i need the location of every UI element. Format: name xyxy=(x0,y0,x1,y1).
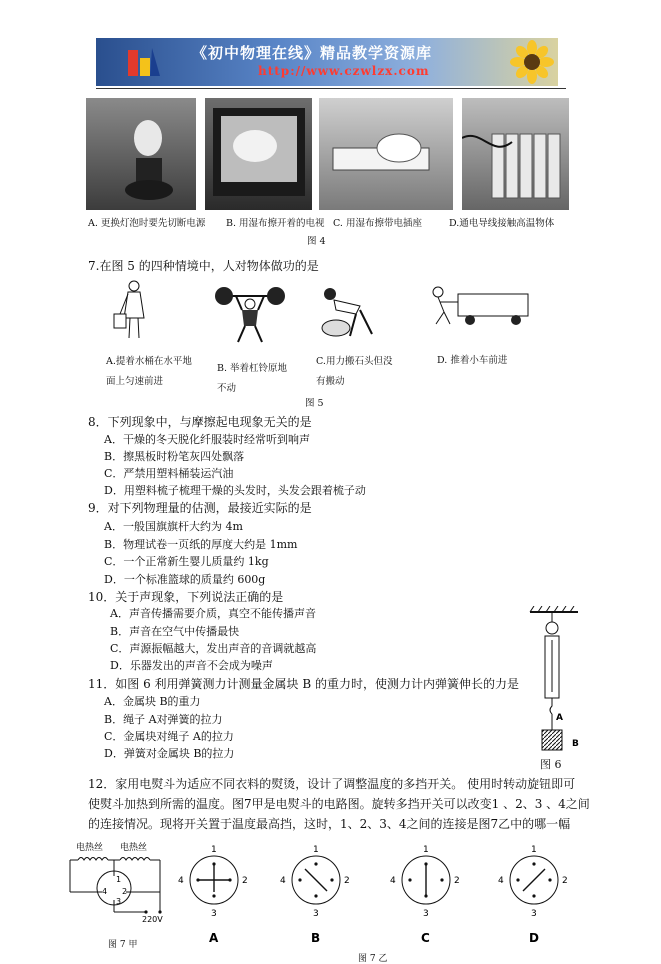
photo-wire-heater xyxy=(462,98,569,210)
dial-terminal xyxy=(532,894,535,897)
dial-number: 2 xyxy=(562,876,568,886)
q7-option-b xyxy=(217,359,287,399)
dial-number: 4 xyxy=(178,876,184,886)
circuit-terminal-1: 1 xyxy=(116,875,122,884)
q11-option-a: A．金属块 B的重力 xyxy=(104,695,201,708)
dial-number: 1 xyxy=(211,845,217,855)
q7-option-d: D. 推着小车前进 xyxy=(437,355,508,366)
heater1-label: 电热丝 xyxy=(76,843,104,853)
dial-number: 4 xyxy=(498,876,504,886)
fig5-push-stone xyxy=(316,284,386,340)
q7-stem: 7.在图 5 的四种情境中，人对物体做功的是 xyxy=(88,259,319,273)
dial-terminal xyxy=(532,862,535,865)
q7-option-a xyxy=(106,352,192,392)
dial-number: 4 xyxy=(390,876,396,886)
dial-terminal xyxy=(548,878,551,881)
q7-option-b-line2: 不动 xyxy=(217,383,237,394)
dial-connection xyxy=(523,869,545,891)
circuit-terminal-3: 3 xyxy=(116,897,122,906)
dial-number: 1 xyxy=(423,845,429,855)
q11-option-c: C．金属块对绳子 A的拉力 xyxy=(104,730,234,743)
q12-line-3: 的连接情况。现将开关置于温度最高挡，这时，1、2、3、4之间的连接是图7乙中的哪一幅 xyxy=(88,817,571,831)
q8-option-c: C．严禁用塑料桶装运汽油 xyxy=(104,467,234,480)
q10-stem: 10．关于声现象，下列说法正确的是 xyxy=(88,590,284,604)
dial-terminal xyxy=(440,878,443,881)
site-logo-icon xyxy=(126,44,162,80)
dial-terminal xyxy=(516,878,519,881)
q8-stem: 8．下列现象中，与摩擦起电现象无关的是 xyxy=(88,415,312,429)
q11-option-b: B．绳子 A对弹簧的拉力 xyxy=(104,713,223,726)
dial-terminal xyxy=(408,878,411,881)
q8-option-a: A．干燥的冬天脱化纤服装时经常听到响声 xyxy=(104,433,310,446)
q8-option-b: B．擦黑板时粉笔灰四处飘落 xyxy=(104,450,245,463)
dial-number: 3 xyxy=(211,909,217,919)
dial-number: 2 xyxy=(344,876,350,886)
q7-option-a-line1: A.提着水桶在水平地 xyxy=(106,356,192,367)
q12-line-2: 使熨斗加热到所需的温度。图7甲是电熨斗的电路图。旋转多挡开关可以改变1 、2、3 、4之间 xyxy=(88,797,590,811)
dial-letter: C xyxy=(421,931,430,945)
q12-line-1: 12．家用电熨斗为适应不同衣料的熨烫，设计了调整温度的多挡开关。 使用时转动旋钮即可 xyxy=(88,777,576,791)
q9-option-d: D．一个标准篮球的质量约 600g xyxy=(104,573,266,586)
dial-number: 3 xyxy=(531,909,537,919)
fig5-weightlifter xyxy=(214,282,286,344)
dial-terminal xyxy=(314,862,317,865)
fig6-label: 图 6 xyxy=(540,758,562,771)
q10-option-d: D．乐器发出的声音不会成为噪声 xyxy=(110,659,273,672)
fig6-label-a: A xyxy=(556,713,563,723)
dial-terminal xyxy=(330,878,333,881)
q9-option-b: B．物理试卷一页纸的厚度大约是 1mm xyxy=(104,538,298,551)
circuit-voltage: 220V xyxy=(142,915,163,924)
heater2-label: 电热丝 xyxy=(120,843,148,853)
dial-number: 1 xyxy=(313,845,319,855)
dial-letter: B xyxy=(311,931,321,945)
fig5-label: 图 5 xyxy=(305,398,324,409)
q7-option-c xyxy=(316,352,392,392)
dial-terminal xyxy=(212,894,215,897)
q7-option-b-line1: B. 举着杠铃原地 xyxy=(217,363,288,374)
photo-change-bulb xyxy=(86,98,196,210)
fig5-push-cart xyxy=(428,284,532,326)
circuit-terminal-4: 4 xyxy=(102,887,108,896)
fig7-circuit xyxy=(68,838,178,924)
fig6-label-b: B xyxy=(572,739,579,749)
dial-letter: A xyxy=(209,931,219,945)
dial-letter: D xyxy=(529,931,539,945)
circuit-terminal-2: 2 xyxy=(122,887,128,896)
q7-option-c-line1: C.用力搬石头但没 xyxy=(316,356,393,367)
fig6-spring-scale xyxy=(528,606,588,762)
fig7-dials xyxy=(168,838,568,948)
header-banner xyxy=(96,38,558,86)
q7-option-c-line2: 有搬动 xyxy=(316,376,345,387)
fig5-person-bucket xyxy=(112,280,158,342)
q11-stem: 11．如图 6 利用弹簧测力计测量金属块 B 的重力时，使测力计内弹簧伸长的力是 xyxy=(88,677,519,691)
fig7-jia-label: 图 7 甲 xyxy=(108,940,138,950)
fig4-caption-a: A. 更换灯泡时要先切断电源 xyxy=(88,218,206,229)
q8-option-d: D．用塑料梳子梳理干燥的头发时，头发会跟着梳子动 xyxy=(104,484,366,497)
banner-url: http://www.czwlzx.com xyxy=(258,64,430,78)
dial-number: 1 xyxy=(531,845,537,855)
q9-option-c: C．一个正常新生婴儿质量约 1kg xyxy=(104,555,269,568)
banner-title: 《初中物理在线》精品教学资源库 xyxy=(192,44,433,62)
dial-number: 4 xyxy=(280,876,286,886)
dial-terminal xyxy=(314,894,317,897)
q10-option-c: C．声源振幅越大，发出声音的音调就越高 xyxy=(110,642,317,655)
fig4-caption-d: D.通电导线接触高温物体 xyxy=(449,218,555,229)
q10-option-b: B．声音在空气中传播最快 xyxy=(110,625,240,638)
header-rule xyxy=(96,88,566,89)
fig4-caption-c: C. 用湿布擦带电插座 xyxy=(333,218,422,229)
dial-number: 3 xyxy=(313,909,319,919)
fig4-label: 图 4 xyxy=(307,236,326,247)
dial-number: 2 xyxy=(242,876,248,886)
fig4-caption-b: B. 用湿布擦开着的电视 xyxy=(226,218,325,229)
photo-wipe-socket xyxy=(319,98,453,210)
q10-option-a: A．声音传播需要介质，真空不能传播声音 xyxy=(110,607,316,620)
fig7-yi-label: 图 7 乙 xyxy=(358,954,388,964)
q7-option-a-line2: 面上匀速前进 xyxy=(106,376,164,387)
dial-number: 3 xyxy=(423,909,429,919)
q11-option-d: D．弹簧对金属块 B的拉力 xyxy=(104,747,235,760)
sunflower-icon xyxy=(510,40,554,84)
dial-number: 2 xyxy=(454,876,460,886)
q9-stem: 9．对下列物理量的估测，最接近实际的是 xyxy=(88,501,312,515)
q9-option-a: A．一般国旗旗杆大约为 4m xyxy=(104,520,243,533)
photo-wipe-tv xyxy=(205,98,312,210)
dial-connection xyxy=(305,869,327,891)
dial-terminal xyxy=(298,878,301,881)
